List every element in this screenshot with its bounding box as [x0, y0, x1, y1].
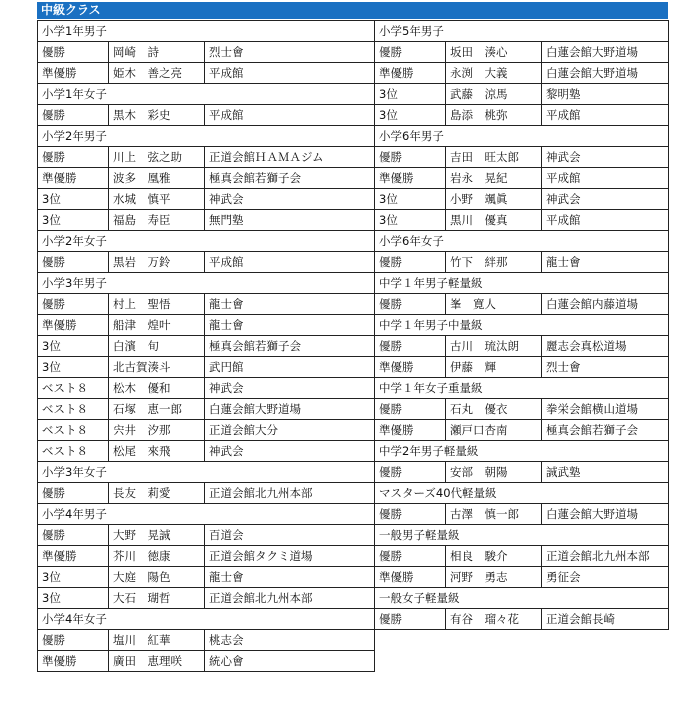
- athlete-name: 永渕 大義: [446, 63, 542, 84]
- rank-cell: 3位: [38, 210, 109, 231]
- dojo-name: 誠武塾: [542, 462, 669, 483]
- athlete-name: 大庭 陽色: [109, 567, 205, 588]
- dojo-name: 龍士會: [205, 315, 375, 336]
- dojo-name: 神武会: [542, 189, 669, 210]
- rank-cell: 準優勝: [375, 567, 446, 588]
- dojo-name: 極真会館若獅子会: [542, 420, 669, 441]
- rank-cell: 3位: [38, 336, 109, 357]
- division-row: [38, 231, 375, 252]
- division-title: 小学4年女子: [38, 609, 375, 630]
- athlete-name: 松尾 來飛: [109, 441, 205, 462]
- result-row: [375, 84, 669, 105]
- dojo-name: 正道会館北九州本部: [205, 588, 375, 609]
- dojo-name: 平成館: [542, 210, 669, 231]
- athlete-name: 古澤 慎一郎: [446, 504, 542, 525]
- result-row: [38, 588, 375, 609]
- result-row: [375, 168, 669, 189]
- dojo-name: 正道会館ＨＡＭＡジム: [205, 147, 375, 168]
- right-rows: [375, 21, 669, 630]
- result-row: [375, 420, 669, 441]
- division-title: 小学1年男子: [38, 21, 375, 42]
- dojo-name: 白蓮会館大野道場: [205, 399, 375, 420]
- athlete-name: 白濱 旬: [109, 336, 205, 357]
- result-row: [38, 546, 375, 567]
- result-row: [375, 609, 669, 630]
- rank-cell: 3位: [375, 210, 446, 231]
- athlete-name: 岩永 晃紀: [446, 168, 542, 189]
- rank-cell: 3位: [38, 189, 109, 210]
- division-title: 小学6年女子: [375, 231, 669, 252]
- athlete-name: 船津 煌叶: [109, 315, 205, 336]
- rank-cell: 準優勝: [38, 168, 109, 189]
- rank-cell: 準優勝: [38, 651, 109, 672]
- rank-cell: 優勝: [375, 252, 446, 273]
- athlete-name: 福島 寿臣: [109, 210, 205, 231]
- division-row: [38, 84, 375, 105]
- rank-cell: ベスト８: [38, 378, 109, 399]
- rank-cell: 準優勝: [38, 63, 109, 84]
- athlete-name: 石塚 恵一郎: [109, 399, 205, 420]
- result-row: [38, 483, 375, 504]
- athlete-name: 島添 桃弥: [446, 105, 542, 126]
- result-row: [375, 252, 669, 273]
- athlete-name: 黒木 彩史: [109, 105, 205, 126]
- dojo-name: 神武会: [205, 441, 375, 462]
- result-row: [375, 105, 669, 126]
- class-header: 中級クラス: [37, 2, 668, 19]
- result-row: [38, 252, 375, 273]
- result-row: [38, 441, 375, 462]
- athlete-name: 石丸 優衣: [446, 399, 542, 420]
- athlete-name: 坂田 湊心: [446, 42, 542, 63]
- result-row: [38, 630, 375, 651]
- dojo-name: 平成館: [542, 105, 669, 126]
- athlete-name: 伊藤 輝: [446, 357, 542, 378]
- rank-cell: 優勝: [375, 546, 446, 567]
- division-row: [375, 441, 669, 462]
- rank-cell: 優勝: [38, 147, 109, 168]
- result-row: [38, 399, 375, 420]
- dojo-name: 平成館: [205, 63, 375, 84]
- athlete-name: 古川 琉汰朗: [446, 336, 542, 357]
- athlete-name: 河野 勇志: [446, 567, 542, 588]
- rank-cell: ベスト８: [38, 399, 109, 420]
- dojo-name: 烈士會: [542, 357, 669, 378]
- athlete-name: 塩川 紅華: [109, 630, 205, 651]
- result-row: [375, 294, 669, 315]
- division-title: 一般男子軽量級: [375, 525, 669, 546]
- result-row: [38, 567, 375, 588]
- dojo-name: 正道会館北九州本部: [542, 546, 669, 567]
- division-title: 中学１年女子重量級: [375, 378, 669, 399]
- rank-cell: 3位: [38, 357, 109, 378]
- rank-cell: 準優勝: [38, 315, 109, 336]
- athlete-name: 村上 聖悟: [109, 294, 205, 315]
- result-row: [38, 420, 375, 441]
- rank-cell: 優勝: [375, 462, 446, 483]
- rank-cell: 優勝: [38, 42, 109, 63]
- division-title: 中学１年男子中量級: [375, 315, 669, 336]
- athlete-name: 水城 慎平: [109, 189, 205, 210]
- result-row: [38, 525, 375, 546]
- result-row: [38, 294, 375, 315]
- rank-cell: 3位: [375, 105, 446, 126]
- dojo-name: 白蓮会館大野道場: [542, 42, 669, 63]
- rank-cell: 優勝: [38, 525, 109, 546]
- athlete-name: 芥川 徳康: [109, 546, 205, 567]
- rank-cell: ベスト８: [38, 441, 109, 462]
- result-row: [375, 210, 669, 231]
- left-rows: [38, 21, 375, 672]
- dojo-name: 正道会館北九州本部: [205, 483, 375, 504]
- division-title: 小学3年男子: [38, 273, 375, 294]
- division-row: [38, 21, 375, 42]
- result-row: [38, 336, 375, 357]
- rank-cell: 優勝: [375, 147, 446, 168]
- division-row: [375, 315, 669, 336]
- rank-cell: 優勝: [375, 336, 446, 357]
- athlete-name: 安部 朝陽: [446, 462, 542, 483]
- dojo-name: 武円館: [205, 357, 375, 378]
- division-row: [375, 273, 669, 294]
- dojo-name: 白蓮会館内藤道場: [542, 294, 669, 315]
- dojo-name: 龍士會: [205, 567, 375, 588]
- rank-cell: 3位: [375, 189, 446, 210]
- division-title: 小学6年男子: [375, 126, 669, 147]
- rank-cell: 優勝: [38, 105, 109, 126]
- division-title: 一般女子軽量級: [375, 588, 669, 609]
- result-row: [38, 147, 375, 168]
- rank-cell: 優勝: [38, 483, 109, 504]
- result-row: [38, 189, 375, 210]
- division-row: [375, 588, 669, 609]
- rank-cell: 3位: [38, 567, 109, 588]
- results-table-left: [37, 20, 375, 672]
- division-row: [38, 609, 375, 630]
- result-row: [375, 399, 669, 420]
- dojo-name: 無門塾: [205, 210, 375, 231]
- athlete-name: 有谷 瑠々花: [446, 609, 542, 630]
- dojo-name: 拳栄会館横山道場: [542, 399, 669, 420]
- result-row: [375, 42, 669, 63]
- dojo-name: 極真会館若獅子会: [205, 336, 375, 357]
- dojo-name: 烈士會: [205, 42, 375, 63]
- rank-cell: 優勝: [38, 294, 109, 315]
- division-title: 小学2年男子: [38, 126, 375, 147]
- dojo-name: 神武会: [205, 378, 375, 399]
- dojo-name: 龍士會: [205, 294, 375, 315]
- rank-cell: 優勝: [375, 609, 446, 630]
- result-row: [375, 147, 669, 168]
- rank-cell: 3位: [38, 588, 109, 609]
- athlete-name: 廣田 恵理咲: [109, 651, 205, 672]
- result-row: [38, 651, 375, 672]
- athlete-name: 北古賀湊斗: [109, 357, 205, 378]
- division-row: [38, 126, 375, 147]
- rank-cell: ベスト８: [38, 420, 109, 441]
- division-title: 小学5年男子: [375, 21, 669, 42]
- dojo-name: 麗志会真松道場: [542, 336, 669, 357]
- dojo-name: 勇征会: [542, 567, 669, 588]
- rank-cell: 優勝: [375, 42, 446, 63]
- athlete-name: 岡崎 詩: [109, 42, 205, 63]
- rank-cell: 優勝: [38, 252, 109, 273]
- result-row: [38, 357, 375, 378]
- division-title: 小学4年男子: [38, 504, 375, 525]
- dojo-name: 平成館: [205, 252, 375, 273]
- dojo-name: 白蓮会館大野道場: [542, 504, 669, 525]
- results-table-right: [374, 20, 669, 630]
- result-row: [375, 357, 669, 378]
- athlete-name: 波多 凰雅: [109, 168, 205, 189]
- rank-cell: 優勝: [38, 630, 109, 651]
- dojo-name: 極真会館若獅子会: [205, 168, 375, 189]
- athlete-name: 大野 晃誠: [109, 525, 205, 546]
- result-row: [38, 63, 375, 84]
- rank-cell: 準優勝: [375, 63, 446, 84]
- dojo-name: 正道会館長崎: [542, 609, 669, 630]
- rank-cell: 優勝: [375, 504, 446, 525]
- rank-cell: 優勝: [375, 294, 446, 315]
- division-title: 小学3年女子: [38, 462, 375, 483]
- dojo-name: 白蓮会館大野道場: [542, 63, 669, 84]
- dojo-name: 統心會: [205, 651, 375, 672]
- dojo-name: 平成館: [205, 105, 375, 126]
- dojo-name: 正道会館タクミ道場: [205, 546, 375, 567]
- result-row: [375, 567, 669, 588]
- athlete-name: 相良 駿介: [446, 546, 542, 567]
- athlete-name: 松木 優和: [109, 378, 205, 399]
- division-row: [375, 525, 669, 546]
- rank-cell: 準優勝: [375, 420, 446, 441]
- athlete-name: 長友 莉愛: [109, 483, 205, 504]
- dojo-name: 神武会: [542, 147, 669, 168]
- division-title: マスターズ40代軽量級: [375, 483, 669, 504]
- division-row: [38, 273, 375, 294]
- result-row: [375, 504, 669, 525]
- athlete-name: 武藤 涼馬: [446, 84, 542, 105]
- athlete-name: 瀬戸口杏南: [446, 420, 542, 441]
- result-row: [38, 378, 375, 399]
- rank-cell: 準優勝: [375, 357, 446, 378]
- athlete-name: 大石 瑚哲: [109, 588, 205, 609]
- rank-cell: 準優勝: [375, 168, 446, 189]
- athlete-name: 竹下 絆那: [446, 252, 542, 273]
- division-row: [375, 378, 669, 399]
- result-row: [375, 189, 669, 210]
- result-row: [375, 63, 669, 84]
- athlete-name: 峯 寛人: [446, 294, 542, 315]
- result-row: [38, 42, 375, 63]
- result-row: [38, 210, 375, 231]
- result-row: [38, 168, 375, 189]
- division-row: [375, 231, 669, 252]
- division-row: [375, 126, 669, 147]
- result-row: [375, 546, 669, 567]
- division-title: 小学2年女子: [38, 231, 375, 252]
- athlete-name: 小野 颯眞: [446, 189, 542, 210]
- division-row: [375, 483, 669, 504]
- dojo-name: 黎明塾: [542, 84, 669, 105]
- result-row: [375, 462, 669, 483]
- athlete-name: 黒川 優真: [446, 210, 542, 231]
- dojo-name: 百道会: [205, 525, 375, 546]
- dojo-name: 平成館: [542, 168, 669, 189]
- result-row: [375, 336, 669, 357]
- division-title: 中学2年男子軽量級: [375, 441, 669, 462]
- rank-cell: 準優勝: [38, 546, 109, 567]
- division-row: [38, 462, 375, 483]
- result-row: [38, 105, 375, 126]
- athlete-name: 姫木 善之亮: [109, 63, 205, 84]
- division-title: 小学1年女子: [38, 84, 375, 105]
- dojo-name: 正道会館大分: [205, 420, 375, 441]
- result-row: [38, 315, 375, 336]
- dojo-name: 龍士會: [542, 252, 669, 273]
- athlete-name: 黒岩 万鈴: [109, 252, 205, 273]
- division-row: [375, 21, 669, 42]
- division-row: [38, 504, 375, 525]
- dojo-name: 神武会: [205, 189, 375, 210]
- athlete-name: 吉田 旺太郎: [446, 147, 542, 168]
- athlete-name: 川上 弦之助: [109, 147, 205, 168]
- dojo-name: 桃志会: [205, 630, 375, 651]
- rank-cell: 優勝: [375, 399, 446, 420]
- rank-cell: 3位: [375, 84, 446, 105]
- athlete-name: 宍井 汐那: [109, 420, 205, 441]
- division-title: 中学１年男子軽量級: [375, 273, 669, 294]
